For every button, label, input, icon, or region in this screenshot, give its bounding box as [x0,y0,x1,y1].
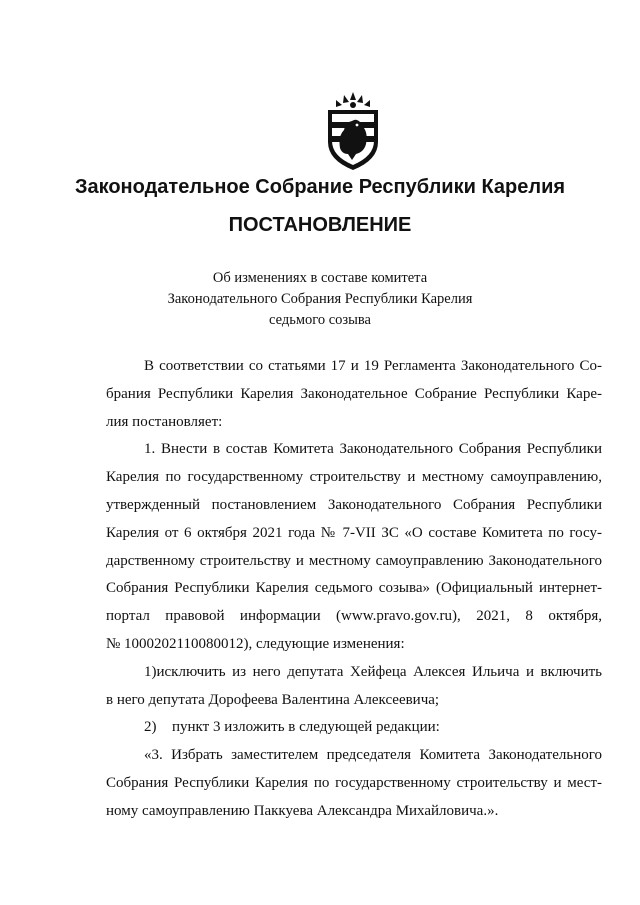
subpoint-text: исключить из него депутата Хейфеца Алексея Ильича и включить [156,663,602,680]
text-line: № 1000202110080012), следующие изменения: [106,635,405,652]
text-line: портал правовой информации (www.pravo.gov.ru), 2021, 8 октября, [106,608,602,625]
subject-line-2: Законодательного Собрания Республики Карелия [167,291,473,307]
subpoint-number: 1) [144,663,157,680]
text-line: ному самоуправлению Паккуева Александра Михайловича.». [106,802,499,819]
text-line: Карелия по государственному строительству и местному самоуправлению, [106,469,602,486]
text-line: брания Республики Карелия Законодательное Собрание Республики Каре- [106,385,602,402]
subpoint-1-paragraph [106,659,602,715]
subpoint-number: 2) [144,719,157,736]
organization-name: Законодательное Собрание Республики Карелия [74,176,566,198]
text-line: Карелия от 6 октября 2021 года № 7-VII ЗС «О составе Комитета по госу- [106,524,602,541]
point-1-paragraph [106,436,602,658]
text-line: 1. Внести в состав Комитета Законодательного Собрания Республики [144,441,602,458]
text-line: Собрания Республики Карелия седьмого созыва» (Официальный интернет- [106,580,602,597]
text-line [106,659,602,687]
text-line: Собрания Республики Карелия по государственному строительству и мест- [106,774,602,791]
quoted-amendment-paragraph [106,742,602,825]
text-line: лия постановляет: [106,413,223,430]
karelia-coat-of-arms-icon [322,92,384,172]
subpoint-2-paragraph [106,714,602,742]
text-line: «3. Избрать заместителем председателя Комитета Законодательного [144,747,602,764]
subject-line-1: Об изменениях в составе комитета [212,270,428,286]
preamble-paragraph [106,353,602,436]
text-line [106,714,602,742]
subject-line-3: седьмого созыва [269,312,371,328]
subpoint-text: пункт 3 изложить в следующей редакции: [172,719,440,736]
text-line: утвержденный постановлением Законодательного Собрания Республики [106,496,602,513]
text-line: в него депутата Дорофеева Валентина Алексеевича; [106,691,440,708]
document-type-title: ПОСТАНОВЛЕНИЕ [228,214,412,236]
text-line: дарственному строительству и местному самоуправлению Законодательного [106,552,602,569]
document-subject [0,268,640,331]
document-body [106,353,602,826]
text-line: В соответствии со статьями 17 и 19 Регламента Законодательного Со- [144,358,602,374]
